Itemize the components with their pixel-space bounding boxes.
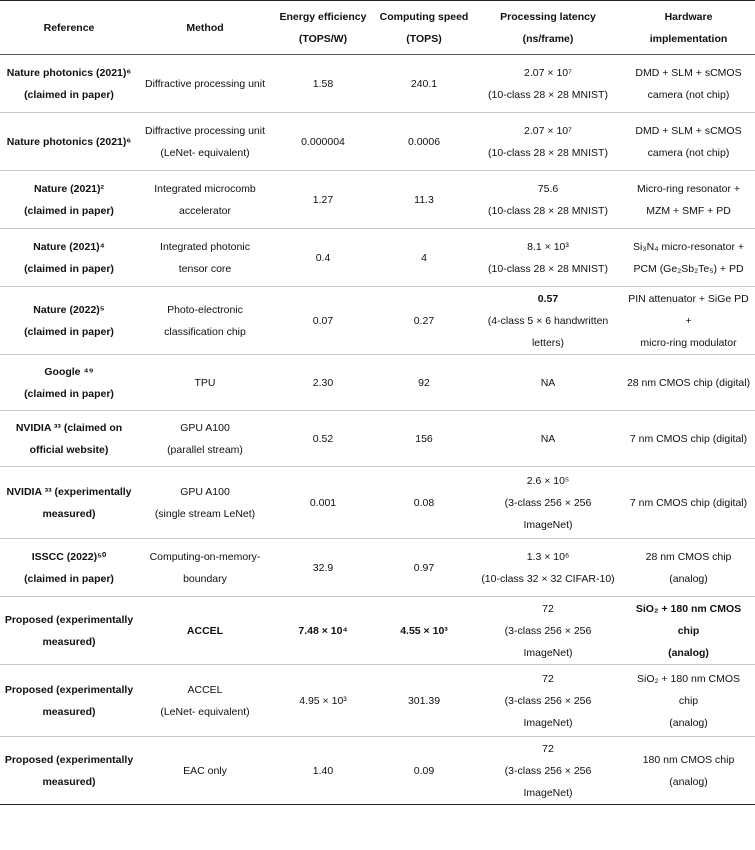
method-cell [138,171,272,229]
speed-text: 0.97 [413,561,435,574]
reference-text: NVIDIA ³³ (experimentally [6,485,132,498]
table-row [0,229,755,287]
hardware-cell [622,229,755,287]
reference-cell [0,55,138,113]
efficiency-text: 4.95 × 10³ [299,694,347,707]
method-cell [138,55,272,113]
hardware-text: (analog) [668,646,709,659]
speed-cell [374,737,474,805]
method-cell [138,229,272,287]
reference-cell [0,287,138,355]
latency-text: (10-class 28 × 28 MNIST) [488,146,608,159]
latency-text: letters) [531,336,565,349]
method-text: (LeNet- equivalent) [160,705,250,718]
method-cell [138,467,272,539]
efficiency-text: 1.27 [312,193,334,206]
method-cell [138,355,272,411]
hardware-text: micro-ring modulator [640,336,737,349]
latency-cell [474,737,622,805]
method-cell [138,597,272,665]
hardware-text: (analog) [669,716,708,729]
hardware-text: PCM (Ge₂Sb₂Te₅) + PD [633,262,744,275]
hardware-text: 180 nm CMOS chip [642,753,735,766]
hardware-cell [622,737,755,805]
header-row [0,1,755,55]
reference-text: Nature (2022)⁵ [33,303,105,316]
efficiency-text: 0.52 [312,432,334,445]
header-text: Computing speed [379,10,469,23]
speed-text: 0.09 [413,764,435,777]
speed-text: 0.0006 [407,135,441,148]
reference-text: Proposed (experimentally [4,613,134,626]
table-row [0,171,755,229]
latency-text: ImageNet) [523,518,573,531]
table-row [0,467,755,539]
hardware-text: DMD + SLM + sCMOS [635,66,742,79]
table-row [0,113,755,171]
method-header [138,1,272,55]
reference-cell [0,355,138,411]
latency-cell [474,171,622,229]
hardware-text: 7 nm CMOS chip (digital) [629,432,748,445]
speed-text: 11.3 [414,193,434,206]
latency-cell [474,467,622,539]
speed-cell [374,55,474,113]
latency-text: NA [540,376,556,389]
latency-text: NA [540,432,556,445]
reference-text: official website) [29,443,109,456]
speed-cell [374,665,474,737]
hardware-text: PIN attenuator + SiGe PD + [628,292,749,327]
speed-cell [374,355,474,411]
reference-text: Nature photonics (2021)⁶ [6,135,132,148]
speed-text: 301.39 [407,694,441,707]
table-row [0,411,755,467]
speed-text: 4.55 × 10³ [400,624,448,637]
speed-cell [374,113,474,171]
method-cell [138,411,272,467]
speed-text: 0.08 [413,496,435,509]
latency-text: 2.07 × 10⁷ [524,124,572,137]
hardware-cell [622,55,755,113]
method-text: (LeNet- equivalent) [160,146,250,159]
table-row [0,597,755,665]
latency-text: (3-class 256 × 256 [504,624,592,637]
reference-text: measured) [42,507,96,520]
latency-cell [474,355,622,411]
reference-cell [0,411,138,467]
reference-text: (claimed in paper) [24,325,114,338]
reference-cell [0,113,138,171]
speed-cell [374,539,474,597]
efficiency-text: 0.001 [309,496,337,509]
latency-header [474,1,622,55]
efficiency-text: 7.48 × 10⁴ [298,624,348,637]
hardware-cell [622,539,755,597]
reference-cell [0,229,138,287]
efficiency-text: 1.40 [312,764,334,777]
method-text: tensor core [178,262,232,275]
latency-cell [474,229,622,287]
method-text: ACCEL [187,683,223,696]
efficiency-cell [272,171,374,229]
speed-cell [374,411,474,467]
efficiency-cell [272,467,374,539]
method-text: EAC only [183,764,227,777]
latency-text: 75.6 [537,182,559,195]
hardware-text: Si₃N₄ micro-resonator + [633,240,744,253]
speed-text: 240.1 [410,77,438,90]
speed-text: 0.27 [413,314,435,327]
reference-text: measured) [42,775,96,788]
table-row [0,539,755,597]
hardware-cell [622,113,755,171]
latency-text: 72 [542,742,554,755]
table-row [0,55,755,113]
latency-text: 0.57 [537,292,559,305]
speed-cell [374,287,474,355]
hardware-cell [622,287,755,355]
hardware-cell [622,411,755,467]
latency-cell [474,411,622,467]
latency-text: (4-class 5 × 6 handwritten [487,314,609,327]
speed-cell [374,229,474,287]
latency-text: (3-class 256 × 256 [504,764,592,777]
reference-cell [0,539,138,597]
reference-text: (claimed in paper) [24,262,114,275]
efficiency-header [272,1,374,55]
hardware-text: camera (not chip) [647,146,730,159]
latency-text: 8.1 × 10³ [527,240,569,253]
header-text: Energy efficiency [279,10,367,23]
hardware-text: 7 nm CMOS chip (digital) [629,496,748,509]
efficiency-text: 0.000004 [301,135,345,148]
method-text: Integrated photonic [160,240,250,253]
method-cell [138,539,272,597]
speed-cell [374,597,474,665]
reference-cell [0,467,138,539]
hardware-text: 28 nm CMOS chip (analog) [645,550,732,585]
method-cell [138,737,272,805]
latency-cell [474,113,622,171]
hardware-cell [622,597,755,665]
speed-text: 4 [421,251,427,264]
header-text: Reference [43,21,95,34]
method-text: Integrated microcomb [154,182,256,195]
method-text: TPU [194,376,216,389]
hardware-text: Micro-ring resonator + [637,182,740,195]
latency-text: ImageNet) [523,786,573,799]
reference-text: Google ⁴⁹ [44,365,94,378]
latency-cell [474,539,622,597]
latency-text: 72 [542,602,554,615]
header-text: (TOPS) [406,32,442,45]
reference-text: Proposed (experimentally [4,753,134,766]
reference-text: (claimed in paper) [24,387,114,400]
hardware-text: SiO₂ + 180 nm CMOS chip [635,602,742,637]
efficiency-text: 32.9 [312,561,334,574]
efficiency-cell [272,229,374,287]
efficiency-cell [272,411,374,467]
reference-text: Nature photonics (2021)⁶ [6,66,132,79]
header-text: Processing latency [500,10,596,23]
latency-cell [474,597,622,665]
efficiency-cell [272,55,374,113]
latency-text: (10-class 28 × 28 MNIST) [488,88,608,101]
efficiency-cell [272,113,374,171]
speed-text: 156 [415,432,433,445]
efficiency-cell [272,597,374,665]
hardware-cell [622,171,755,229]
latency-text: (3-class 256 × 256 [504,694,592,707]
speed-cell [374,467,474,539]
reference-cell [0,597,138,665]
reference-text: (claimed in paper) [24,572,114,585]
method-text: accelerator [179,204,231,217]
table-row [0,287,755,355]
efficiency-text: 0.4 [315,251,331,264]
latency-text: (10-class 28 × 28 MNIST) [488,262,608,275]
reference-text: Nature (2021)⁴ [33,240,105,253]
method-cell [138,665,272,737]
method-text: boundary [183,572,227,585]
latency-text: (10-class 32 × 32 CIFAR-10) [481,572,615,585]
table-row [0,665,755,737]
efficiency-text: 0.07 [312,314,334,327]
speed-text: 92 [418,376,430,389]
reference-text: Proposed (experimentally [4,683,134,696]
efficiency-text: 2.30 [312,376,334,389]
method-text: GPU A100 [180,485,230,498]
table-body [0,55,755,805]
hardware-text: SiO₂ + 180 nm CMOS chip [637,672,740,707]
method-text: classification chip [164,325,246,338]
hardware-header [622,1,755,55]
speed-cell [374,171,474,229]
reference-text: (claimed in paper) [24,88,114,101]
latency-text: 72 [542,672,554,685]
method-text: Computing-on-memory- [149,550,261,563]
latency-text: 1.3 × 10⁶ [526,550,570,563]
table-row [0,355,755,411]
method-text: Diffractive processing unit [144,77,266,90]
efficiency-cell [272,355,374,411]
reference-text: (claimed in paper) [24,204,114,217]
hardware-text: (analog) [669,775,708,788]
latency-text: ImageNet) [523,716,573,729]
method-cell [138,287,272,355]
header-text: Method [186,21,224,34]
latency-cell [474,665,622,737]
reference-cell [0,737,138,805]
reference-header [0,1,138,55]
latency-text: ImageNet) [523,646,573,659]
reference-text: NVIDIA ³³ (claimed on [15,421,123,434]
table-row [0,737,755,805]
efficiency-cell [272,287,374,355]
efficiency-cell [272,737,374,805]
method-text: Diffractive processing unit [144,124,266,137]
method-text: (parallel stream) [167,443,243,456]
reference-cell [0,171,138,229]
reference-text: ISSCC (2022)⁵⁰ [31,550,107,563]
efficiency-text: 1.58 [312,77,334,90]
latency-cell [474,55,622,113]
hardware-cell [622,467,755,539]
latency-text: (10-class 28 × 28 MNIST) [488,204,608,217]
hardware-text: MZM + SMF + PD [646,204,731,217]
hardware-cell [622,665,755,737]
efficiency-cell [272,539,374,597]
header-text: (ns/frame) [522,32,574,45]
reference-text: measured) [42,635,96,648]
latency-text: (3-class 256 × 256 [504,496,592,509]
latency-cell [474,287,622,355]
method-cell [138,113,272,171]
latency-text: 2.6 × 10⁵ [526,474,570,487]
method-text: ACCEL [186,624,224,637]
reference-cell [0,665,138,737]
method-text: GPU A100 [180,421,230,434]
latency-text: 2.07 × 10⁷ [524,66,572,79]
hardware-text: DMD + SLM + sCMOS [635,124,742,137]
method-text: (single stream LeNet) [154,507,256,520]
method-text: Photo-electronic [167,303,243,316]
hardware-text: 28 nm CMOS chip (digital) [626,376,751,389]
header-text: Hardware implementation [649,10,728,45]
reference-text: Nature (2021)² [33,182,105,195]
hardware-text: camera (not chip) [647,88,730,101]
speed-header [374,1,474,55]
efficiency-cell [272,665,374,737]
reference-text: measured) [42,705,96,718]
header-text: (TOPS/W) [298,32,348,45]
hardware-cell [622,355,755,411]
